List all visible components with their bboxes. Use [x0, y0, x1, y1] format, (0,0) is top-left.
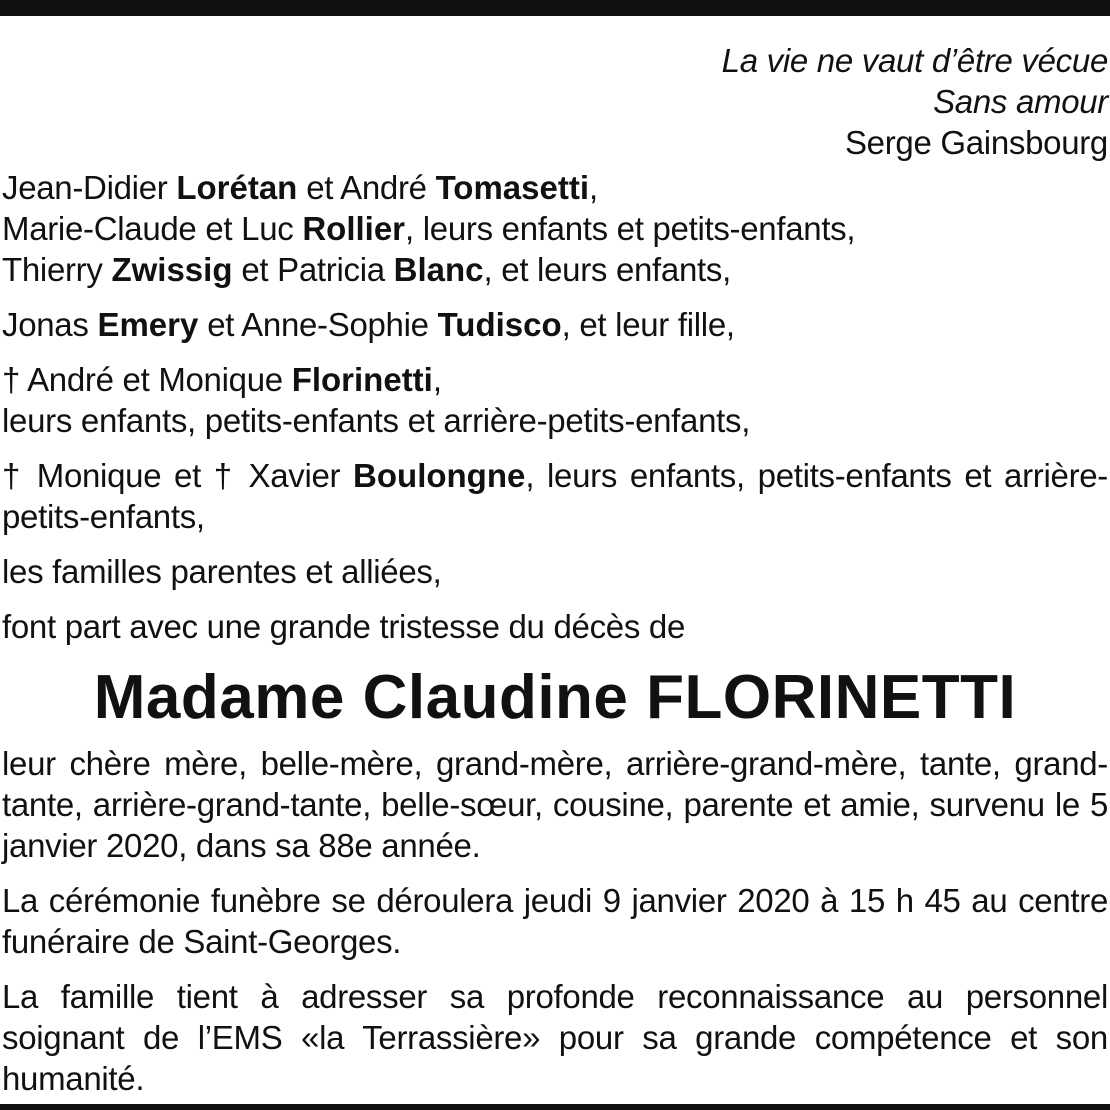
epigraph-quote: [2, 40, 1108, 163]
thanks-paragraph: La famille tient à adresser sa profonde reconnaissance au personnel soignant de l’EMS «la Terrassière» pour sa grande compétence et son humanité.: [2, 978, 1108, 1097]
deceased-name: Madame Claudine FLORINETTI: [93, 663, 1017, 732]
surname: Zwissig: [111, 251, 233, 288]
family-line: [2, 304, 1108, 345]
family-line: [2, 249, 1108, 290]
surname: Emery: [97, 306, 199, 343]
text: et André: [297, 169, 436, 206]
announcement-line: [2, 606, 1108, 647]
relationship-paragraph: leur chère mère, belle-mère, grand-mère, arrière-grand-mère, tante, grand-tante, arrière-grand-tante, belle-sœur, cousine, parente et amie, survenu le 5 janvier 2020, dans sa 88e année.: [2, 745, 1108, 864]
surname: Tomasetti: [435, 169, 590, 206]
surname: Blanc: [393, 251, 484, 288]
quote-line-1: La vie ne vaut d’être vécue: [721, 42, 1108, 79]
text: Jonas: [2, 306, 98, 343]
family-group-3: [2, 359, 1108, 441]
bottom-rule: [0, 1104, 1110, 1110]
surname: Tudisco: [437, 306, 562, 343]
surname: Rollier: [302, 210, 406, 247]
family-line: [2, 359, 1108, 400]
quote-author: Serge Gainsbourg: [844, 124, 1108, 161]
family-group-4: [2, 455, 1108, 537]
announcement-text: font part avec une grande tristesse du décès de: [2, 608, 686, 645]
text: ,: [432, 361, 442, 398]
text: , leurs enfants et petits-enfants,: [405, 210, 856, 247]
ceremony-paragraph: La cérémonie funèbre se déroulera jeudi 9 janvier 2020 à 15 h 45 au centre funéraire de Saint-Georges.: [2, 882, 1108, 960]
family-line: [2, 208, 1108, 249]
text: Jean-Didier: [2, 169, 177, 206]
family-group-2: [2, 304, 1108, 345]
text: et Patricia: [232, 251, 394, 288]
family-line: [2, 167, 1108, 208]
family-group-1: [2, 167, 1108, 290]
text: et Anne-Sophie: [198, 306, 438, 343]
text: † André et Monique: [2, 361, 292, 398]
family-line: les familles parentes et alliées,: [2, 553, 442, 590]
text: , et leur fille,: [561, 306, 735, 343]
obituary-notice: [2, 40, 1108, 1099]
text: , et leurs enfants,: [483, 251, 731, 288]
text: Marie-Claude et Luc: [2, 210, 303, 247]
top-rule: [0, 0, 1110, 16]
quote-line-2: Sans amour: [933, 83, 1108, 120]
text: , leurs enfants, petits-enfants et arrière-petits-enfants,: [2, 457, 1108, 535]
text: ,: [589, 169, 598, 206]
surname: Lorétan: [176, 169, 298, 206]
surname: Florinetti: [291, 361, 433, 398]
family-group-5: [2, 551, 1108, 592]
text: † Monique et † Xavier: [2, 457, 354, 494]
text: Thierry: [2, 251, 112, 288]
family-line: leurs enfants, petits-enfants et arrière-petits-enfants,: [2, 402, 751, 439]
surname: Boulongne: [353, 457, 526, 494]
